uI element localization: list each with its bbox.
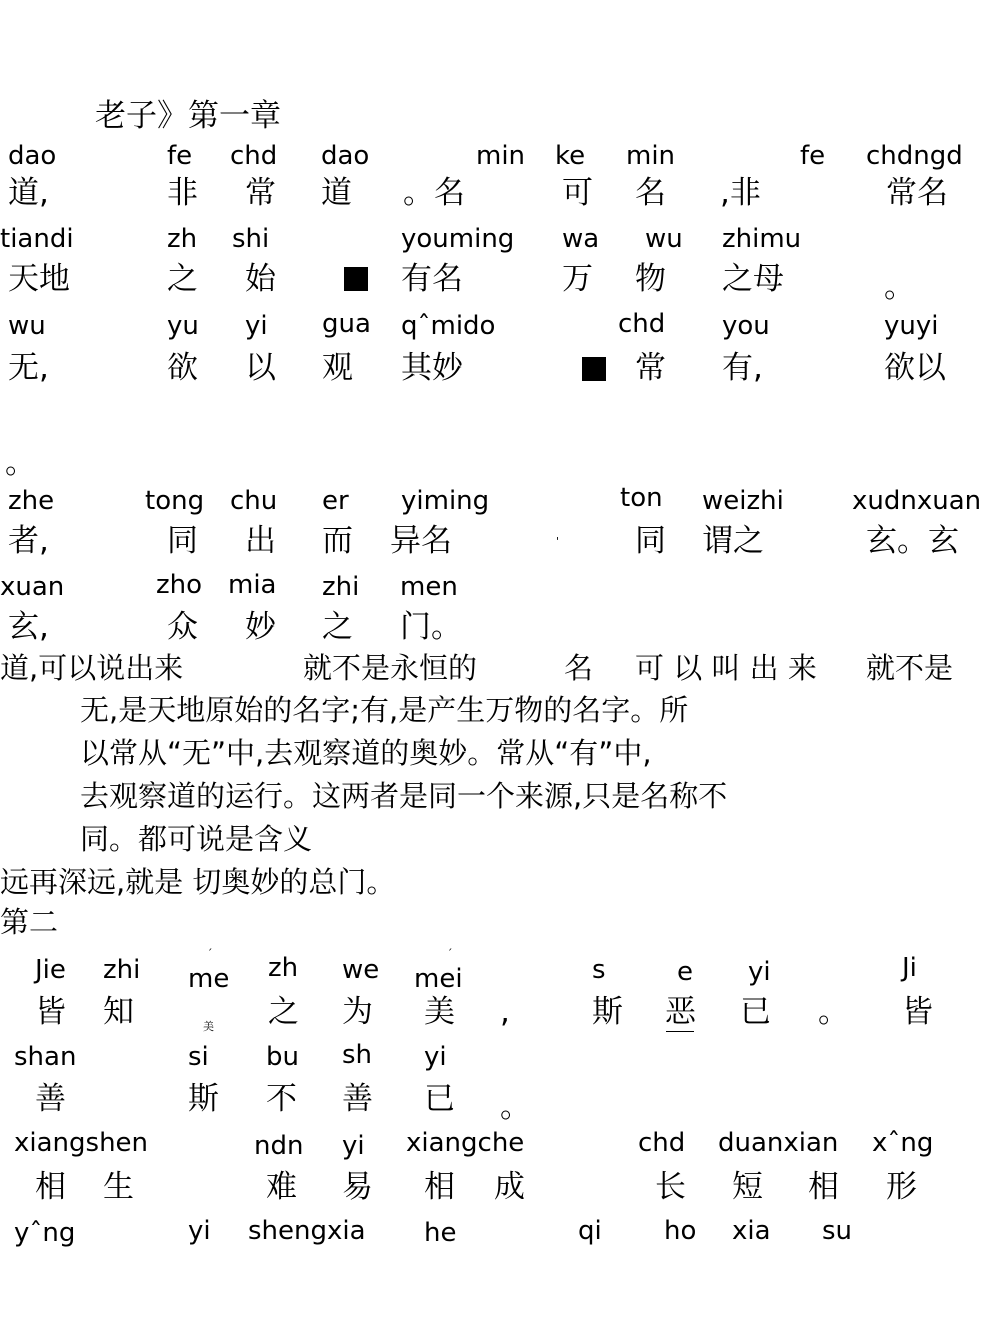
pinyin: zhi (322, 572, 360, 602)
pinyin: fe (800, 141, 826, 171)
translation-text: 同。都可说是含义 (80, 822, 313, 856)
pinyin: chu (230, 486, 278, 516)
hanzi: 妙 (245, 609, 276, 645)
pinyin: chd (230, 141, 278, 171)
pinyin: wu (8, 311, 46, 341)
pinyin: chd (618, 309, 666, 339)
hanzi: 为 (342, 994, 373, 1030)
pinyin: dao (8, 141, 57, 171)
pinyin: xiangche (406, 1128, 525, 1158)
pinyin: youming (401, 224, 515, 254)
hanzi: 欲以 (884, 350, 946, 386)
hanzi: 相 (808, 1169, 839, 1205)
hanzi: 善 (35, 1081, 66, 1117)
placeholder-square (582, 357, 606, 381)
hanzi: 知 (103, 994, 134, 1030)
pinyin: Ji (902, 953, 917, 983)
pinyin: zho (156, 570, 203, 600)
hanzi: 玄。玄 (866, 523, 959, 559)
pinyin: sh (342, 1040, 373, 1070)
hanzi: 。 (818, 994, 849, 1030)
hanzi: 有名 (401, 261, 463, 297)
hanzi: 恶 (665, 994, 696, 1030)
hanzi: 同 (635, 523, 666, 559)
hanzi: 异名 (390, 523, 452, 559)
pinyin: chdngd (866, 141, 963, 171)
hanzi: 以 (245, 350, 276, 386)
hanzi: 可 (562, 175, 593, 211)
pinyin: yˆng (14, 1218, 76, 1248)
hanzi: 常名 (886, 175, 948, 211)
hanzi: 已 (424, 1081, 455, 1117)
pinyin: zh (268, 953, 299, 983)
pinyin: ho (664, 1216, 697, 1246)
pinyin: min (626, 141, 676, 171)
hanzi: 之母 (722, 261, 784, 297)
pinyin: wa (562, 224, 600, 254)
hanzi: 短 (732, 1169, 763, 1205)
hanzi: 始 (245, 261, 276, 297)
pinyin: gua (322, 309, 371, 339)
tone-mark: ´ (207, 947, 213, 960)
translation-text: 就不是永恒的 (303, 651, 478, 685)
chapter-title: 老子》第一章 (95, 98, 281, 134)
hanzi: 无, (8, 350, 49, 386)
pinyin: xiangshen (14, 1128, 149, 1158)
hanzi: 相 (35, 1169, 66, 1205)
hanzi: 已 (740, 994, 771, 1030)
translation-text: 以常从“无”中,去观察道的奥妙。常从“有”中, (80, 736, 652, 770)
hanzi: ,非 (720, 175, 761, 211)
hanzi: ' (556, 535, 560, 548)
pinyin: xudnxuan (852, 486, 981, 516)
pinyin: zhi (103, 955, 141, 985)
hanzi: 道 (321, 175, 352, 211)
hanzi: 名 (635, 175, 666, 211)
hanzi: 道, (8, 175, 49, 211)
pinyin: xuan (0, 572, 65, 602)
hanzi: 皆 (35, 994, 66, 1030)
hanzi: 长 (655, 1169, 686, 1205)
pinyin: er (322, 486, 349, 516)
hanzi: 物 (635, 261, 666, 297)
hanzi: 。名 (403, 175, 465, 211)
hanzi: 出 (245, 523, 276, 559)
hanzi: 不 (266, 1081, 297, 1117)
pinyin: s (592, 955, 606, 985)
pinyin: yi (188, 1216, 211, 1246)
hanzi: 观 (322, 350, 353, 386)
hanzi: 斯 (592, 994, 623, 1030)
pinyin: shan (14, 1042, 77, 1072)
pinyin: you (722, 311, 770, 341)
hanzi: 欲 (167, 350, 198, 386)
hanzi: 有, (722, 350, 763, 386)
hanzi: 者, (8, 523, 49, 559)
pinyin: yi (245, 311, 268, 341)
pinyin: me (188, 964, 230, 994)
hanzi: 难 (266, 1169, 297, 1205)
hanzi: 非 (167, 175, 198, 211)
pinyin: zhimu (722, 224, 802, 254)
hanzi: 万 (562, 261, 593, 297)
pinyin: we (342, 955, 380, 985)
pinyin: dao (321, 141, 370, 171)
hanzi: 斯 (188, 1081, 219, 1117)
pinyin: su (822, 1216, 853, 1246)
hanzi: 常 (245, 175, 276, 211)
pinyin: xˆng (872, 1128, 934, 1158)
pinyin: he (424, 1218, 457, 1248)
hanzi: 善 (342, 1081, 373, 1117)
hanzi: 之 (322, 609, 353, 645)
hanzi: 其妙 (401, 350, 463, 386)
pinyin: wu (645, 224, 683, 254)
hanzi: 。 (5, 445, 36, 481)
translation-text: 道,可以说出来 (0, 651, 184, 685)
pinyin: bu (266, 1042, 299, 1072)
pinyin: ndn (254, 1131, 304, 1161)
pinyin: zh (167, 224, 198, 254)
pinyin: mia (228, 570, 277, 600)
pinyin: yi (424, 1042, 447, 1072)
translation-text: 远再深远,就是 切奥妙的总门。 (0, 865, 396, 899)
hanzi: 天地 (8, 261, 70, 297)
hanzi: 形 (886, 1169, 917, 1205)
hanzi: 成 (494, 1169, 525, 1205)
pinyin: yuyi (884, 311, 939, 341)
pinyin: si (188, 1042, 209, 1072)
pinyin: tiandi (0, 224, 74, 254)
hanzi: , (500, 994, 510, 1030)
hanzi: 。 (500, 1089, 531, 1125)
hanzi: 门。 (400, 609, 462, 645)
pinyin: min (476, 141, 526, 171)
hanzi: 之 (167, 261, 198, 297)
pinyin: fe (167, 141, 193, 171)
pinyin: mei (414, 964, 463, 994)
tone-mark: ´ (447, 947, 453, 960)
pinyin: yi (342, 1131, 365, 1161)
pinyin: qˆmido (401, 311, 496, 341)
pinyin: yi (748, 957, 771, 987)
pinyin: qi (578, 1216, 602, 1246)
pinyin: tong (145, 486, 205, 516)
underline (666, 1031, 694, 1032)
pinyin: men (400, 572, 458, 602)
hanzi: 之 (268, 994, 299, 1030)
hanzi: 生 (103, 1169, 134, 1205)
pinyin: ke (555, 141, 586, 171)
pinyin: duanxian (718, 1128, 839, 1158)
pinyin: e (677, 957, 693, 987)
pinyin: xia (732, 1216, 771, 1246)
hanzi: 玄, (8, 609, 49, 645)
pinyin: ton (620, 483, 663, 513)
translation-text: 可 以 叫 出 来 (635, 651, 817, 685)
hanzi: 众 (167, 609, 198, 645)
chapter-heading: 第二 (0, 905, 59, 939)
pinyin: shengxia (248, 1216, 366, 1246)
hanzi: 而 (322, 523, 353, 559)
pinyin: weizhi (702, 486, 784, 516)
pinyin: zhe (8, 486, 55, 516)
hanzi: 相 (424, 1169, 455, 1205)
translation-text: 去观察道的运行。这两者是同一个来源,只是名称不 (80, 779, 728, 813)
pinyin: shi (232, 224, 270, 254)
hanzi: 同 (167, 523, 198, 559)
hanzi: 易 (342, 1169, 373, 1205)
translation-text: 名 (564, 651, 594, 685)
pinyin: Jie (35, 955, 66, 985)
placeholder-square (344, 267, 368, 291)
hanzi: 常 (635, 350, 666, 386)
pinyin: chd (638, 1128, 686, 1158)
pinyin: yu (167, 311, 199, 341)
hanzi: 。 (884, 269, 915, 305)
translation-text: 就不是 (866, 651, 954, 685)
hanzi-note: 美 (203, 1020, 214, 1033)
hanzi: 谓之 (702, 523, 764, 559)
hanzi: 美 (424, 994, 455, 1030)
hanzi: 皆 (902, 994, 933, 1030)
translation-text: 无,是天地原始的名字;有,是产生万物的名字。所 (80, 693, 689, 727)
pinyin: yiming (401, 486, 490, 516)
